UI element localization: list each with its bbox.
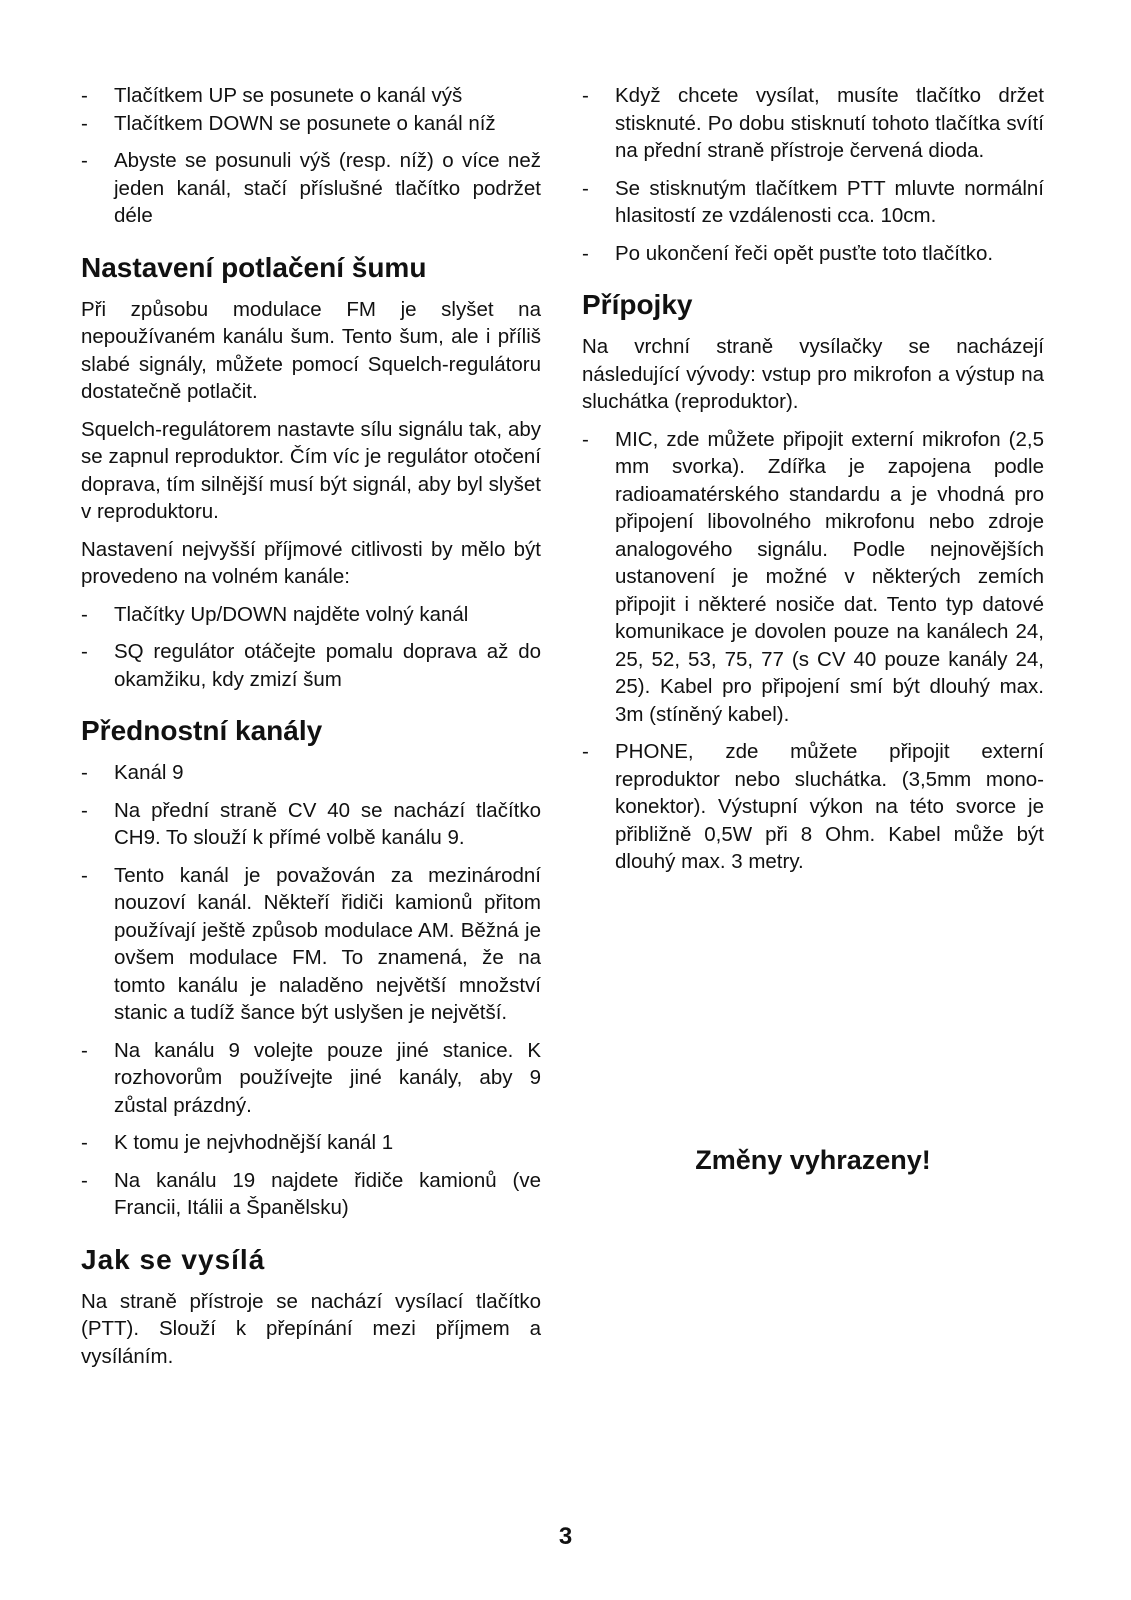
list-item-text: Kanál 9: [114, 761, 184, 784]
list-item-text: Tlačítkem UP se posunete o kanál výš: [114, 84, 463, 107]
page-number: 3: [558, 1523, 573, 1550]
list-item-text: Když chcete vysílat, musíte tlačítko držet stisknuté. Po dobu stisknutí tohoto tlačítka svítí na přední straně přístroje červená dioda.: [615, 84, 1044, 162]
list-item: [582, 240, 1044, 268]
bullet-dash: -: [582, 176, 589, 200]
list-item: [582, 175, 1044, 230]
list-item-text: Na kanálu 9 volejte pouze jiné stanice. K rozhovorům používejte jiné kanály, aby 9 zůstal prázdný.: [114, 1038, 541, 1117]
paragraph: Na vrchní straně vysílačky se nacházejí následující vývody: vstup pro mikrofon a výstup na sluchátka (reproduktor).: [582, 335, 1044, 413]
bullet-dash: -: [81, 149, 88, 172]
list-item: [81, 147, 541, 230]
bullet-dash: -: [81, 602, 88, 626]
list-item-text: K tomu je nejvhodnější kanál 1: [114, 1131, 394, 1154]
list-item-text: Na kanálu 19 najdete řidiče kamionů (ve Francii, Itálii a Španělsku): [114, 1168, 541, 1219]
bullet-dash: -: [81, 84, 88, 107]
bullet-dash: -: [582, 740, 589, 763]
list-item: [81, 759, 541, 787]
changes-reserved-note: Změny vyhrazeny!: [695, 1145, 931, 1175]
list-item: [81, 601, 541, 629]
paragraph: Squelch-regulátorem nastavte sílu signálu tak, aby se zapnul reproduktor. Čím víc je regulátor otočení doprava, tím silnější musí být signál, aby byl slyšet v reproduktoru.: [81, 417, 541, 523]
list-item: [81, 797, 541, 852]
bullet-dash: -: [81, 1168, 88, 1192]
list-item: [582, 738, 1044, 876]
list-item-text: SQ regulátor otáčejte pomalu doprava až do okamžiku, kdy zmizí šum: [114, 640, 541, 691]
list-item: [81, 110, 541, 138]
right-column: [582, 82, 1044, 886]
list-item: [81, 1037, 541, 1120]
section-heading-connectors: Přípojky: [582, 289, 693, 320]
list-item-text: Tento kanál je považován za mezinárodní nouzoví kanál. Někteří řidiči kamionů přitom používají ještě způsob modulace AM. Běžná je ovšem modulace FM. To znamená, že na tomto kanálu je naladěno největší množství stanic a tudíž šance být uslyšen je největší.: [114, 863, 541, 1024]
list-item-text: Abyste se posunuli výš (resp. níž) o více než jeden kanál, stačí příslušné tlačítko podržet déle: [114, 149, 541, 227]
list-item: [81, 1167, 541, 1222]
list-item-text: Tlačítky Up/DOWN najděte volný kanál: [114, 602, 469, 626]
list-item: [81, 82, 541, 110]
paragraph: Nastavení nejvyšší příjmové citlivosti by mělo být provedeno na volném kanále:: [81, 537, 541, 588]
bullet-dash: -: [81, 1038, 88, 1062]
list-item-text: Po ukončení řeči opět pusťte toto tlačítko.: [615, 241, 994, 265]
bullet-dash: -: [81, 863, 88, 887]
paragraph: Při způsobu modulace FM je slyšet na nepoužívaném kanálu šum. Tento šum, ale i příliš slabé signály, můžete pomocí Squelch-regulátoru dostatečně potlačit.: [81, 297, 541, 403]
bullet-dash: -: [81, 798, 88, 822]
list-item-text: Tlačítkem DOWN se posunete o kanál níž: [114, 111, 496, 135]
bullet-dash: -: [582, 241, 589, 265]
list-item: [582, 82, 1044, 165]
bullet-dash: -: [81, 111, 88, 135]
bullet-dash: -: [582, 84, 589, 107]
bullet-dash: -: [81, 1131, 88, 1154]
list-item-text: PHONE, zde můžete připojit externí reproduktor nebo sluchátka. (3,5mm mono-konektor). Výstupní výkon na této svorce je přibližně 0,5W při 8 Ohm. Kabel může být dlouhý max. 3 metry.: [615, 740, 1044, 873]
left-column: [81, 82, 541, 1380]
bullet-dash: -: [81, 761, 88, 784]
list-item: [81, 862, 541, 1027]
list-item-text: MIC, zde můžete připojit externí mikrofon (2,5 mm svorka). Zdířka je zapojena podle radioamatérského standardu a je vhodná pro připojení libovolného mikrofonu nebo zdroje analogového signálu. Podle nejnovějších ustanovení je možné v některých zemích připojit i některé nosiče dat. Tento typ datové komunikace je dovolen pouze na kanálech 24, 25, 52, 53, 75, 77 (s CV 40 pouze kanály 24, 25). Kabel pro připojení smí být dlouhý max. 3m (stíněný kabel).: [615, 427, 1044, 726]
list-item: [582, 426, 1044, 729]
section-heading-transmit: Jak se vysílá: [81, 1243, 266, 1275]
paragraph: Na straně přístroje se nachází vysílací tlačítko (PTT). Slouží k přepínání mezi příjmem a vysíláním.: [81, 1289, 541, 1368]
bullet-dash: -: [582, 427, 589, 451]
list-item-text: Na přední straně CV 40 se nachází tlačítko CH9. To slouží k přímé volbě kanálu 9.: [114, 798, 541, 849]
section-heading-squelch: Nastavení potlačení šumu: [81, 251, 427, 283]
section-heading-priority: Přednostní kanály: [81, 715, 323, 746]
list-item: [81, 1129, 541, 1157]
list-item: [81, 638, 541, 693]
list-item-text: Se stisknutým tlačítkem PTT mluvte normální hlasitostí ze vzdálenosti cca. 10cm.: [615, 176, 1044, 227]
bullet-dash: -: [81, 640, 88, 663]
